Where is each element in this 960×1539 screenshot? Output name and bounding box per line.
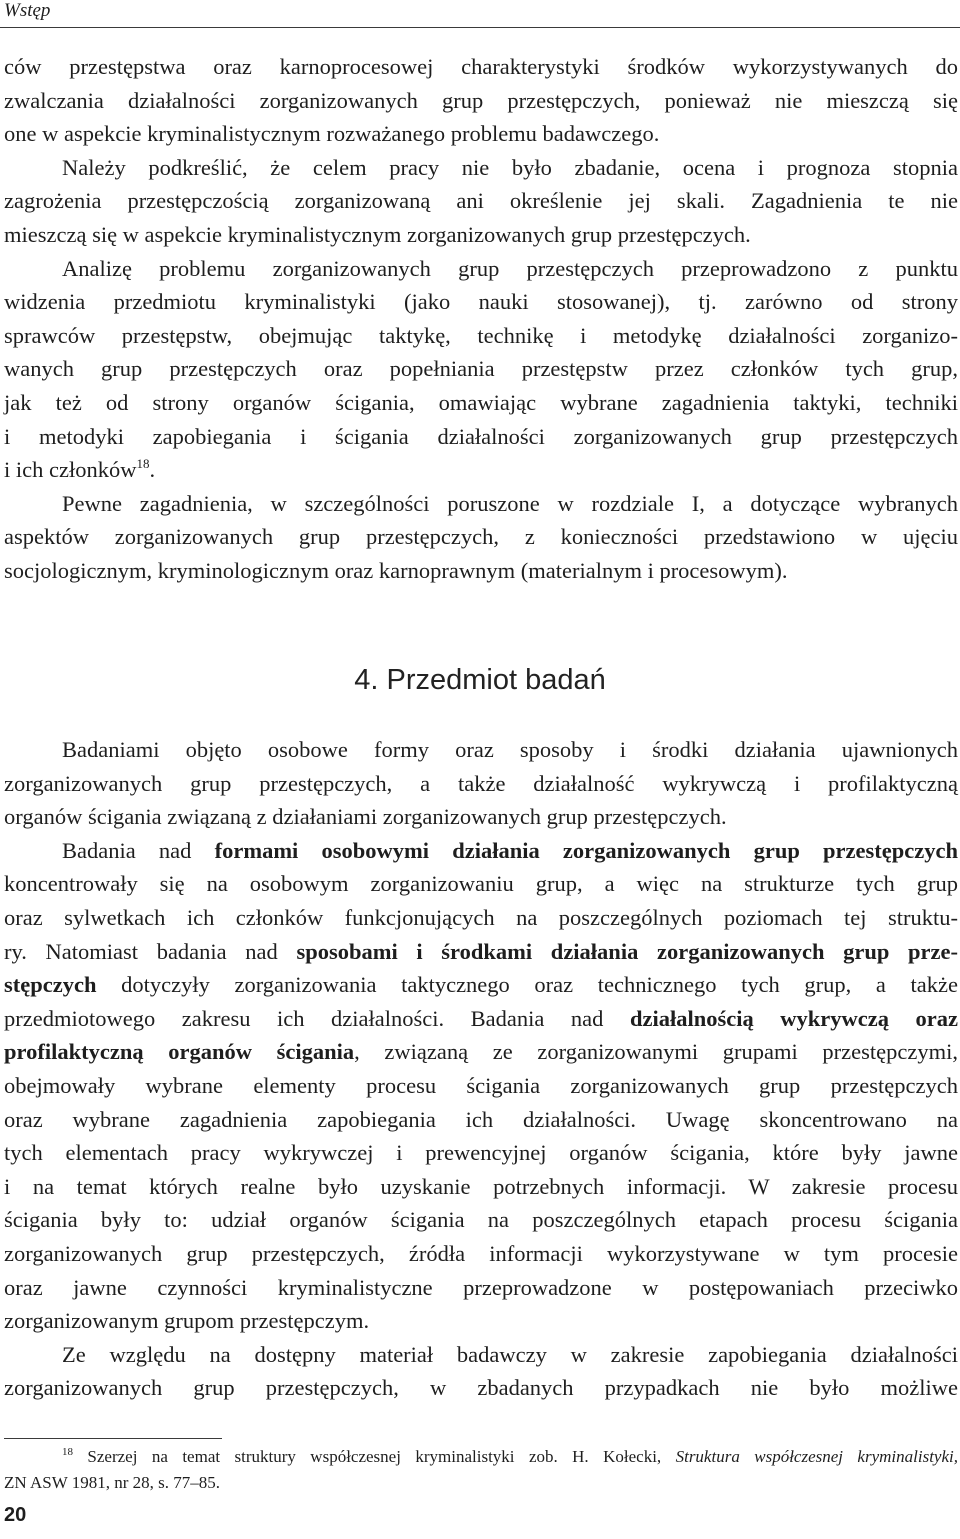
text-line bbox=[4, 834, 958, 868]
text-span: dotyczyły zorganizowania taktycznego oraz technicznego tych grup, a także bbox=[96, 972, 958, 998]
text-span: przedmiotowego zakresu ich działalności. Badania nad bbox=[4, 1005, 630, 1031]
footnote-rule bbox=[4, 1438, 222, 1439]
text-span: Badania nad bbox=[62, 837, 215, 863]
text-line: organów ścigania związaną z działaniami zorganizowanych grup przestępczych. bbox=[4, 804, 727, 830]
text-line: ców przestępstwa oraz karnoprocesowej charakterystyki środków wykorzystywanych do bbox=[4, 54, 958, 79]
text-line: oraz jawne czynności kryminalistyczne przeprowadzone w postępowaniach przeciwko bbox=[4, 1274, 958, 1300]
text-span: , związaną ze zorganizowanymi grupami przestępczymi, bbox=[354, 1039, 958, 1065]
text-line: socjologicznym, kryminologicznym oraz karnoprawnym (materialnym i procesowym). bbox=[4, 557, 788, 583]
text-line: widzenia przedmiotu kryminalistyki (jako nauki stosowanej), tj. zarówno od strony bbox=[4, 289, 958, 315]
footnote-number: 18 bbox=[62, 1446, 73, 1458]
text-line: sprawców przestępstw, obejmując taktykę, technikę i metodykę działalności zorganizo- bbox=[4, 322, 958, 348]
text-line: Ze względu na dostępny materiał badawczy w zakresie zapobiegania działalności bbox=[62, 1341, 958, 1367]
text-line bbox=[4, 1002, 958, 1036]
text-line: zwalczania działalności zorganizowanych grup przestępczych, ponieważ nie mieszczą się bbox=[4, 87, 958, 113]
text-line: zorganizowanym grupom przestępczym. bbox=[4, 1308, 370, 1334]
text-line: i ich członków$^{18}$. bbox=[4, 456, 156, 483]
text-line: koncentrowały się na osobowym zorganizowaniu grup, a więc na strukturze tych grup bbox=[4, 871, 958, 897]
bold-phrase: stępczych bbox=[4, 972, 97, 998]
text-line: i metodyki zapobiegania i ścigania działalności zorganizowanych grup przestępczych bbox=[4, 423, 958, 449]
text-line: i na temat których realne było uzyskanie potrzebnych informacji. W zakresie procesu bbox=[4, 1173, 958, 1199]
footnote bbox=[4, 1444, 958, 1496]
text-line: zagrożenia przestępczością zorganizowaną ani określenie jej skali. Zagadnienia te nie bbox=[4, 188, 958, 214]
bold-phrase: działalnością wykrywczą oraz bbox=[629, 1005, 958, 1031]
text-line: wanych grup przestępczych oraz popełniania przestępstw przez członków tych grup, bbox=[4, 356, 958, 382]
bold-phrase: sposobami i środkami działania zorganizowanych grup prze- bbox=[296, 938, 958, 964]
footnote-line: ZN ASW 1981, nr 28, s. 77–85. bbox=[4, 1473, 220, 1492]
text-line: Badaniami objęto osobowe formy oraz sposoby i środki działania ujawnionych bbox=[62, 737, 958, 762]
text-line: oraz wybrane zagadnienia zapobiegania ich działalności. Uwagę skoncentrowano na bbox=[4, 1106, 958, 1132]
text-span: ry. Natomiast badania nad bbox=[4, 938, 297, 964]
text-line: one w aspekcie kryminalistycznym rozważanego problemu badawczego. bbox=[4, 121, 660, 147]
text-span: i ich członków bbox=[4, 457, 137, 483]
text-line: Analizę problemu zorganizowanych grup przestępczych przeprowadzono z punktu bbox=[62, 255, 958, 281]
text-line: zorganizowanych grup przestępczych, źródła informacji wykorzystywane w tym procesie bbox=[4, 1240, 958, 1266]
footnote-reference: 18 bbox=[136, 456, 150, 472]
text-line bbox=[4, 935, 958, 969]
section-heading: 4. Przedmiot badań bbox=[354, 664, 606, 696]
text-line: Pewne zagadnienia, w szczególności poruszone w rozdziale I, a dotyczące wybranych bbox=[62, 490, 958, 516]
text-line: aspektów zorganizowanych grup przestępczych, z konieczności przedstawiono w ujęciu bbox=[4, 524, 958, 550]
text-line: oraz sylwetkach ich członków funkcjonujących na poszczególnych poziomach tej struktu- bbox=[4, 904, 958, 930]
header-rule bbox=[0, 27, 960, 28]
footnote-title: Struktura współczesnej kryminalistyki, bbox=[675, 1447, 958, 1466]
bold-phrase: profilaktyczną organów ścigania bbox=[4, 1039, 355, 1065]
text-line: tych elementach pracy wykrywczej i prewencyjnej organów ścigania, które były jawne bbox=[4, 1140, 958, 1166]
text-line bbox=[4, 1035, 958, 1069]
text-block-subject bbox=[4, 733, 958, 1405]
running-head: Wstęp bbox=[4, 0, 51, 21]
text-line: Należy podkreślić, że celem pracy nie było zbadanie, ocena i prognoza stopnia bbox=[62, 154, 958, 180]
bold-phrase: formami osobowymi działania zorganizowanych grup przestępczych bbox=[214, 837, 958, 863]
page-number: 20 bbox=[4, 1504, 27, 1526]
footnote-text: Szerzej na temat struktury współczesnej kryminalistyki zob. H. Kołecki, bbox=[87, 1447, 676, 1466]
text-line: zorganizowanych grup przestępczych, w zbadanych przypadkach nie było możliwe bbox=[4, 1375, 958, 1401]
text-line: obejmowały wybrane elementy procesu ścigania zorganizowanych grup przestępczych bbox=[4, 1072, 958, 1098]
text-line: zorganizowanych grup przestępczych, a także działalność wykrywczą i profilaktyczną bbox=[4, 770, 958, 796]
text-line: mieszczą się w aspekcie kryminalistycznym zorganizowanych grup przestępczych. bbox=[4, 221, 751, 247]
text-line: ścigania były to: udział organów ścigania na poszczególnych etapach procesu ścigania bbox=[4, 1207, 958, 1233]
text-line: jak też od strony organów ścigania, omawiając wybrane zagadnienia taktyki, techniki bbox=[4, 389, 958, 415]
footnote-line bbox=[4, 1444, 958, 1470]
text-block-intro bbox=[4, 50, 958, 588]
text-line bbox=[4, 968, 958, 1002]
